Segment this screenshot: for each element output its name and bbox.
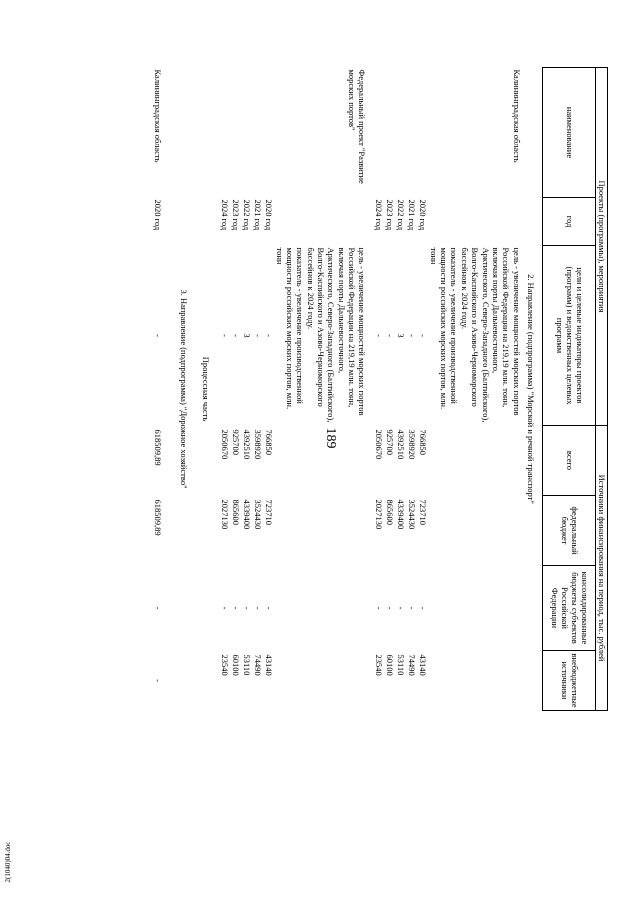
regional-cell: - (242, 606, 253, 610)
federal-cell: 3524430 (253, 499, 264, 530)
year-cell: 2021 год (253, 199, 264, 231)
regional-cell: - (253, 606, 264, 610)
year-cell: 2022 год (396, 199, 407, 231)
section3-name: Калининградская область (153, 69, 164, 163)
rotated-table-sheet (68, 67, 608, 897)
block2-name: Федеральный проект "Развитие морских портов" (347, 69, 368, 184)
table-row (241, 68, 252, 898)
total-cell: 3598920 (407, 429, 418, 460)
table-row (373, 68, 384, 898)
table-row (152, 68, 163, 898)
process-part-label: Процессная часть (201, 356, 212, 422)
total-cell: 766850 (418, 429, 429, 455)
indicator-cell: - (385, 334, 396, 337)
indicator-cell: - (407, 334, 418, 337)
table-row (395, 68, 406, 898)
header-extra: внебюджетные источники (543, 651, 596, 711)
year-cell: 2024 год (220, 199, 231, 231)
extra-cell: 74490 (407, 654, 418, 676)
block1-goal: цель - увеличение мощностей морских портов Российской Федерации на 219,19 млн. тонн, включая порты Дальневосточного, Арктического, Северо-Западного (Балтийского), Волго-Каспийского и Азово-Черноморского бассейнов к 2024 году. (459, 247, 522, 423)
total-cell: 618509,89 (153, 429, 164, 466)
extra-cell: 74490 (253, 654, 264, 676)
header-indicators: цели и целевые индикаторы проектов (программ) и ведомственных целевых программ (543, 246, 596, 426)
year-cell: 2020 год (153, 199, 164, 231)
federal-cell: 3524430 (407, 499, 418, 530)
federal-cell: 4339400 (242, 499, 253, 530)
extra-cell: 23540 (220, 654, 231, 676)
extra-cell: 60100 (231, 654, 242, 676)
year-cell: 2023 год (231, 199, 242, 231)
table-row (230, 68, 241, 898)
extra-cell: 53110 (396, 654, 407, 676)
year-cell: 2020 год (264, 199, 275, 231)
regional-cell: - (396, 606, 407, 610)
extra-cell: 43140 (264, 654, 275, 676)
extra-cell: 23540 (374, 654, 385, 676)
federal-cell: 2027130 (374, 499, 385, 530)
extra-cell: - (153, 679, 164, 682)
extra-cell: 43140 (418, 654, 429, 676)
federal-cell: 4339400 (396, 499, 407, 530)
total-cell: 2050670 (220, 429, 231, 460)
header-total: всего (543, 426, 596, 496)
table-row (384, 68, 395, 898)
table-row (219, 68, 230, 898)
table-row (252, 68, 263, 898)
block1-name: Калининградская область (511, 69, 522, 163)
block2-goal: цель - увеличение мощностей морских портов Российской Федерации на 219,19 млн. тонн, включая порты Дальневосточного, Арктического, Северо-Западного (Балтийского), Волго-Каспийского и Азово-Черноморского бассейнов к 2024 году. (305, 247, 368, 423)
page-number: 189 (323, 427, 338, 449)
header-projects: Проекты (программы), мероприятия (596, 68, 608, 426)
regional-cell: - (385, 606, 396, 610)
federal-cell: 865600 (231, 499, 242, 525)
total-cell: 766850 (264, 429, 275, 455)
regional-cell: - (153, 606, 164, 610)
indicator-cell: - (231, 334, 242, 337)
regional-cell: - (374, 606, 385, 610)
federal-cell: 865600 (385, 499, 396, 525)
regional-cell: - (407, 606, 418, 610)
financing-table (152, 67, 608, 898)
total-cell: 2050670 (374, 429, 385, 460)
header-sources: Источники финансирования на период, тыс. рублей (596, 426, 608, 711)
indicator-cell: - (374, 334, 385, 337)
block2-indicator: показатель - увеличение производственной мощности российских морских портов, млн. тонн (274, 247, 306, 410)
total-cell: 3598920 (253, 429, 264, 460)
regional-cell: - (264, 606, 275, 610)
regional-cell: - (231, 606, 242, 610)
year-cell: 2021 год (407, 199, 418, 231)
year-cell: 2023 год (385, 199, 396, 231)
header-name: наименование (543, 68, 596, 198)
federal-cell: 2027130 (220, 499, 231, 530)
indicator-cell: - (153, 334, 164, 337)
year-cell: 2024 год (374, 199, 385, 231)
block1-indicator: показатель - увеличение производственной мощности российских морских портов, млн. тонн (428, 247, 460, 410)
footer-document-code: 2(1040)04.doc (4, 841, 12, 883)
total-cell: 925700 (231, 429, 242, 455)
table-row (406, 68, 417, 898)
indicator-cell: 3 (242, 333, 253, 338)
table-row (417, 68, 428, 898)
extra-cell: 53110 (242, 654, 253, 676)
section-2-title: 2. Направление (подпрограмма) "Морской и речной транспорт" (526, 274, 536, 504)
section-3-title: 3. Направление (подпрограмма) "Дорожное хозяйство" (178, 289, 189, 489)
indicator-cell: 3 (396, 333, 407, 338)
header-federal: федеральный бюджет (543, 496, 596, 566)
federal-cell: 723710 (264, 499, 275, 525)
header-regional: консолидированные бюджеты субъектов Российской Федерации (543, 566, 596, 651)
table-row (263, 68, 274, 898)
total-cell: 925700 (385, 429, 396, 455)
indicator-cell: - (264, 334, 275, 337)
extra-cell: 60100 (385, 654, 396, 676)
regional-cell: - (220, 606, 231, 610)
indicator-cell: - (220, 334, 231, 337)
indicator-cell: - (253, 334, 264, 337)
federal-cell: 723710 (418, 499, 429, 525)
regional-cell: - (418, 606, 429, 610)
indicator-cell: - (418, 334, 429, 337)
header-year: год (543, 198, 596, 246)
year-cell: 2022 год (242, 199, 253, 231)
year-cell: 2020 год (418, 199, 429, 231)
federal-cell: 618509,89 (153, 499, 164, 536)
total-cell: 4392510 (242, 429, 253, 460)
total-cell: 4392510 (396, 429, 407, 460)
